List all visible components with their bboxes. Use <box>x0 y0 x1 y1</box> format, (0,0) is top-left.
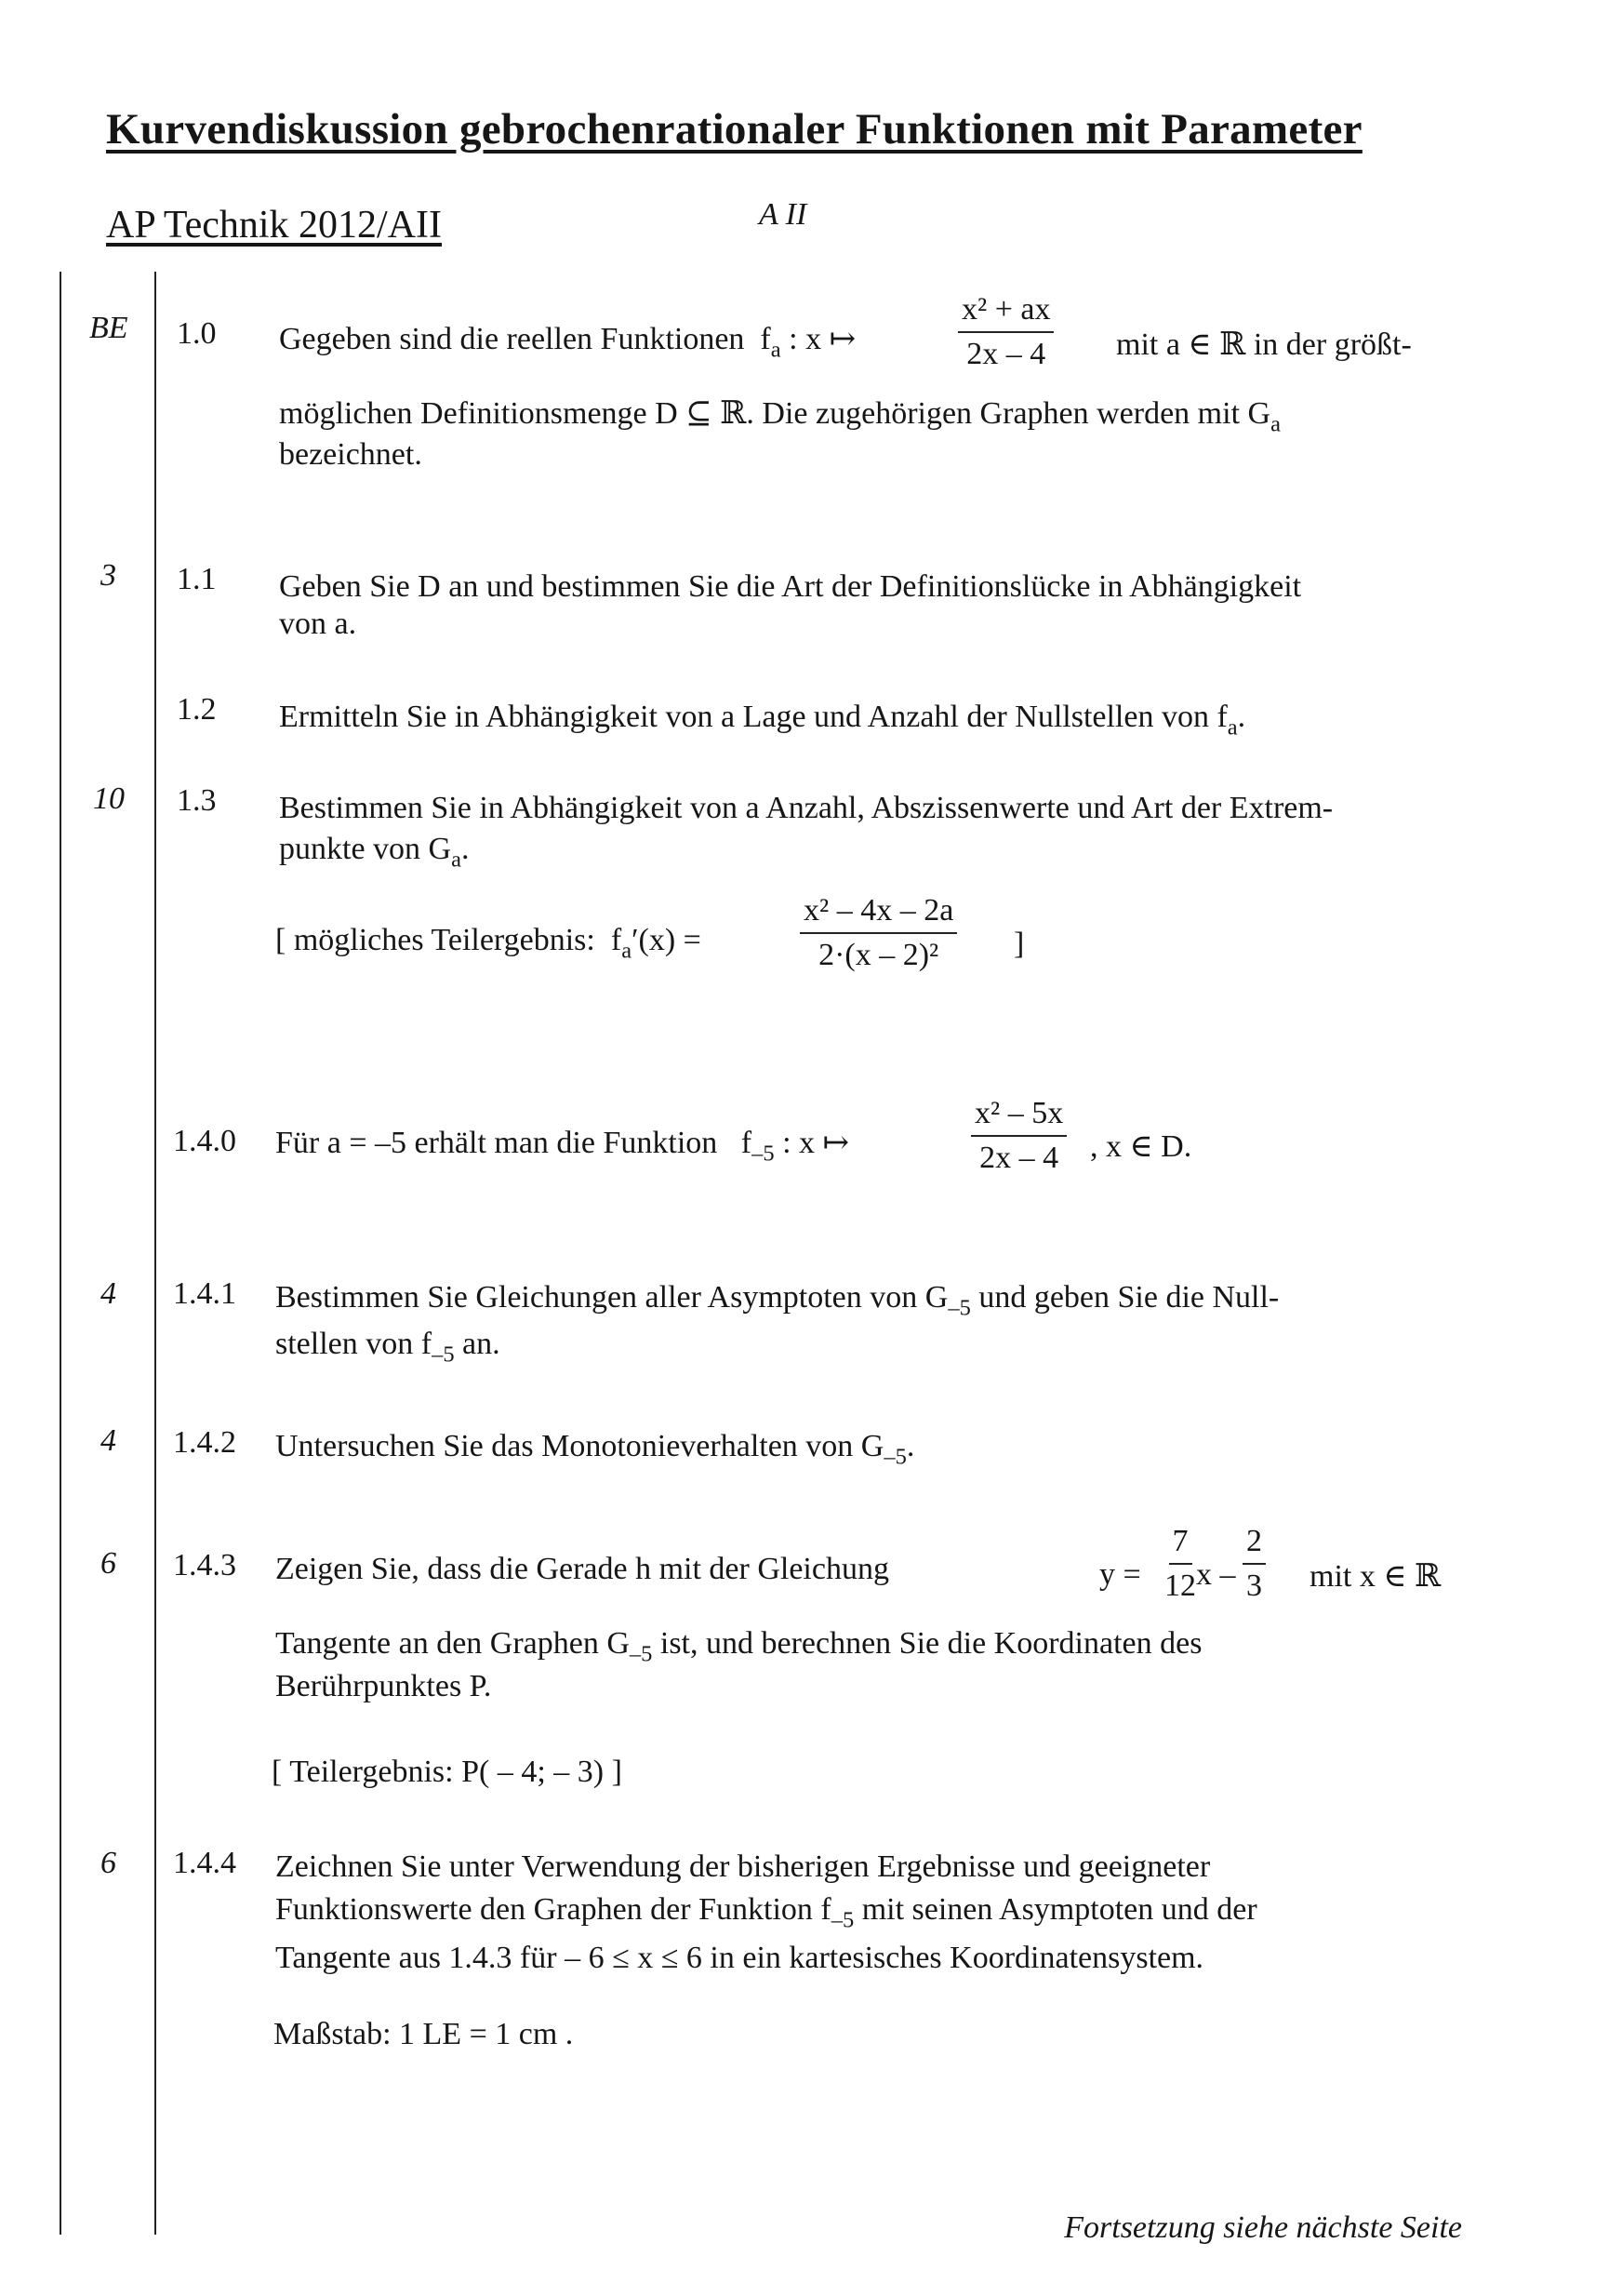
be-points: 4 <box>100 1276 116 1311</box>
be-points: 3 <box>100 558 116 593</box>
be-points: 4 <box>100 1423 116 1458</box>
task-text: bezeichnet. <box>279 437 422 472</box>
fraction: $\frac{\text{x² – 5x}}{2x - 4}$ <box>971 1098 1067 1174</box>
fraction: $\frac{2}{3}$ <box>1243 1526 1266 1602</box>
task-text: Bestimmen Sie in Abhängigkeit von a Anzahl, Abszissenwerte und Art der Extrem- <box>279 791 1334 825</box>
scale-note: Maßstab: 1 LE = 1 cm . <box>273 2017 574 2051</box>
task-number: 1.2 <box>177 692 217 727</box>
task-number: 1.4.4 <box>173 1846 236 1880</box>
be-points: 10 <box>93 781 125 816</box>
fraction: $\frac{7}{12}$ <box>1164 1524 1196 1603</box>
task-number: 1.4.2 <box>173 1425 236 1460</box>
task-text: Gegeben sind die reellen Funktionen $f_a$ : x ↦ <box>279 322 857 363</box>
equation: x – <box>1196 1557 1236 1592</box>
task-text: Ermitteln Sie in Abhängigkeit von a Lage und Anzahl der Nullstellen von $f_a$. <box>279 700 1246 741</box>
page-title: Kurvendiskussion gebrochenrationaler Funktionen mit Parameter <box>106 105 1363 154</box>
task-text: punkte von $G_a$. <box>279 832 470 873</box>
margin-line-left <box>60 272 61 2235</box>
part-label: A II <box>759 197 807 232</box>
fraction: $\frac{\text{x² – 4x – 2a}}{\text{2·(x – 2)²}}$ <box>800 895 957 971</box>
fraction: $\frac{\text{x² + ax}}{2x - 4}$ <box>958 294 1054 370</box>
partial-result: [ mögliches Teilergebnis: $f_a'(x)$ = <box>275 923 701 964</box>
task-number: 1.4.0 <box>173 1124 236 1158</box>
task-text: Zeigen Sie, dass die Gerade h mit der Gleichung <box>275 1552 889 1586</box>
task-number: 1.4.3 <box>173 1548 236 1582</box>
task-text: möglichen Definitionsmenge D ⊆ ℝ. Die zugehörigen Graphen werden mit $G_a$ <box>279 396 1281 437</box>
task-number: 1.4.1 <box>173 1276 236 1311</box>
be-points: 6 <box>100 1846 116 1880</box>
task-text: Für a = –5 erhält man die Funktion $f_{-5}$ : x ↦ <box>275 1126 850 1167</box>
exam-subtitle: AP Technik 2012/AII <box>106 204 443 247</box>
partial-result: [ Teilergebnis: P( – 4; – 3) ] <box>272 1755 622 1789</box>
task-text: Untersuchen Sie das Monotonieverhalten von $G_{-5}$. <box>275 1429 915 1470</box>
task-text: mit a ∈ ℝ in der größt- <box>1116 327 1412 362</box>
task-text: stellen von $f_{-5}$ an. <box>275 1327 500 1368</box>
task-text: , x ∈ D. <box>1090 1129 1192 1164</box>
task-number: 1.1 <box>177 562 217 596</box>
function-name: $f_a$ <box>760 322 781 363</box>
task-text: Tangente an den Graphen $G_{-5}$ ist, und berechnen Sie die Koordinaten des <box>275 1626 1203 1667</box>
task-number: 1.3 <box>177 783 217 818</box>
margin-line-right <box>154 272 156 2235</box>
task-text: Berührpunktes P. <box>275 1669 492 1703</box>
task-text: Geben Sie D an und bestimmen Sie die Art der Definitionslücke in Abhängigkeit <box>279 569 1302 604</box>
be-header: BE <box>89 311 128 345</box>
equation: y = <box>1099 1557 1141 1592</box>
bracket: ] <box>1014 927 1025 961</box>
task-text: von a. <box>279 607 357 641</box>
be-points: 6 <box>100 1546 116 1581</box>
equation: mit x ∈ ℝ <box>1310 1559 1442 1594</box>
task-text: Bestimmen Sie Gleichungen aller Asymptoten von $G_{-5}$ und geben Sie die Null- <box>275 1280 1280 1321</box>
task-number: 1.0 <box>177 316 217 351</box>
task-text: Tangente aus 1.4.3 für – 6 ≤ x ≤ 6 in ein kartesisches Koordinatensystem. <box>275 1941 1204 1975</box>
task-text: Zeichnen Sie unter Verwendung der bisherigen Ergebnisse und geeigneter <box>275 1849 1211 1884</box>
continuation-note: Fortsetzung siehe nächste Seite <box>1064 2210 1462 2245</box>
task-text: Funktionswerte den Graphen der Funktion $f_{-5}$ mit seinen Asymptoten und der <box>275 1892 1257 1933</box>
